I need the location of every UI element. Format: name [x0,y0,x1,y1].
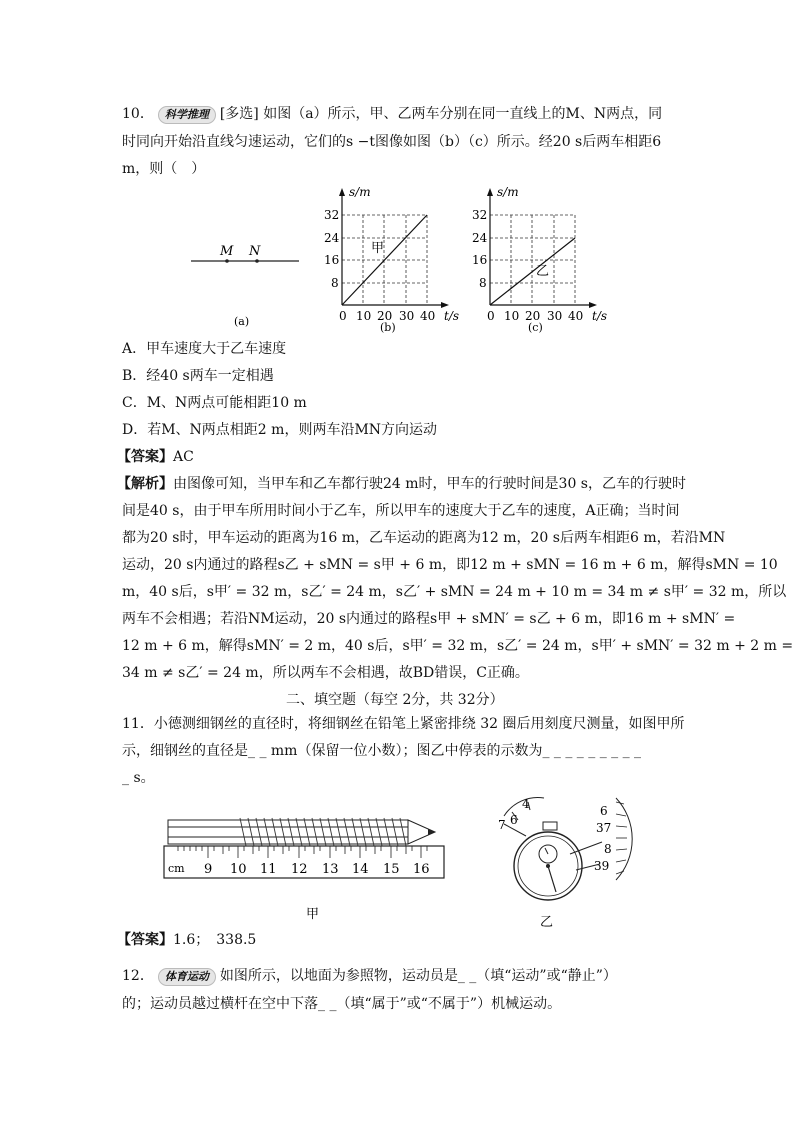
explanation-tag: 【解析】 [117,476,173,492]
figure-b-ylabel: s/m [349,185,371,199]
figure-c-xtick-20: 20 [525,309,541,323]
answer-tag: 【答案】 [117,449,173,465]
ruler-tick-11: 11 [260,862,277,877]
option-a: A．甲车速度大于乙车速度 [122,341,287,357]
explanation-line-1 [117,474,686,494]
figure-c-graph [470,183,620,333]
q12-line-2: 的；运动员越过横杆在空中下落_ _（填“属于”或“不属于”）机械运动。 [122,996,562,1012]
explanation-line-8: 34 m ≠ s乙′ = 24 m，所以两车不会相遇，故BD错误，C正确。 [122,665,529,681]
q10-answer [117,447,194,467]
ruler-pencil-figure [160,812,460,922]
option-d: D．若M、N两点相距2 m，则两车沿MN方向运动 [122,422,438,438]
figure-c-xlabel: t/s [592,309,608,323]
figure-c-xtick-0: 0 [487,309,495,323]
figure-b-ytick-16: 16 [324,253,340,267]
q12-text-1: 如图所示，以地面为参照物，运动员是_ _（填“运动”或“静止”） [219,968,617,984]
ruler-tick-16: 16 [413,862,430,877]
figure-b-graph [322,183,472,333]
small-dial-label-7: 7 [498,818,506,832]
figure-c-caption: (c) [528,321,543,333]
q12-number: 12． [122,968,154,984]
ruler-tick-10: 10 [230,862,247,877]
q10-line-1 [122,104,662,124]
figure-c-ytick-24: 24 [472,231,488,245]
figure-b-xtick-40: 40 [420,309,436,323]
stopwatch-figure [490,794,650,929]
figure-c-xtick-10: 10 [504,309,520,323]
big-dial-label-6: 6 [600,804,608,818]
figure-c-ytick-8: 8 [479,276,487,290]
q10-line-3: m，则（ ） [122,161,206,177]
section-heading: 二、填空题（每空 2分，共 32分） [286,692,504,708]
figure-a-caption: (a) [234,315,250,328]
figure-c-ylabel: s/m [497,185,519,199]
big-dial-label-8: 8 [604,842,612,856]
option-c: C．M、N两点可能相距10 m [122,395,307,411]
q11-line-1: 11．小德测细钢丝的直径时，将细钢丝在铅笔上紧密排绕 32 圈后用刻度尺测量，如图甲所 [122,716,685,732]
figure-b-ytick-32: 32 [324,208,340,222]
point-m-label: M [220,244,234,259]
figure-b-xtick-0: 0 [339,309,347,323]
explanation-line-6: 两车不会相遇；若沿NM运动，20 s内通过的路程s甲 + sMN′ = s乙 + 6 m，即16 m + sMN′ = [122,611,736,627]
figure-b-line-label: 甲 [371,241,385,256]
q11-line-2: 示，细钢丝的直径是_ _ mm（保留一位小数）；图乙中停表的示数为_ _ _ _ _ _ _ _ _ [122,743,642,759]
ruler-tick-14: 14 [352,862,369,877]
q10-number: 10． [122,106,154,122]
figure-c-xtick-30: 30 [547,309,563,323]
figure-c-xtick-40: 40 [568,309,584,323]
figure-a [186,236,306,331]
explanation-line-7: 12 m + 6 m，解得sMN′ = 2 m，40 s后，s甲′ = 32 m，s乙′ = 24 m，s甲′ + sMN′ = 32 m + 2 m = [122,638,794,654]
ruler-tick-12: 12 [291,862,308,877]
q10-text-1: [多选] 如图（a）所示，甲、乙两车分别在同一直线上的M、N两点，同 [219,106,663,122]
q11-line-3: _ s。 [122,770,155,786]
figure-b-ytick-24: 24 [324,231,340,245]
answer-value: AC [173,449,194,465]
ruler-tick-15: 15 [383,862,400,877]
figure-c-ytick-16: 16 [472,253,488,267]
q10-tag-badge: 科学推理 [158,106,216,124]
option-b: B．经40 s两车一定相遇 [122,368,274,384]
explanation-line-3: 都为20 s时，甲车运动的距离为16 m，乙车运动的距离为12 m，20 s后两车相距6 m，若沿MN [122,530,726,546]
stopwatch-figure-caption: 乙 [540,915,554,929]
explanation-text-1: 由图像可知，当甲车和乙车都行驶24 m时，甲车的行驶时间是30 s，乙车的行驶时 [173,476,686,492]
q11-answer [117,930,256,950]
ruler-tick-13: 13 [322,862,339,877]
point-n-label: N [249,244,261,259]
figure-b-xlabel: t/s [444,309,460,323]
figure-c-line-label: 乙 [536,264,550,279]
q12-line-1 [122,966,617,986]
explanation-line-2: 间是40 s，由于甲车所用时间小于乙车，所以甲车的速度大于乙车的速度，A正确；当时间 [122,503,680,519]
figure-b-xtick-20: 20 [377,309,393,323]
q12-tag-badge: 体育运动 [158,968,216,986]
q10-line-2: 时同向开始沿直线匀速运动，它们的s −t图像如图（b）（c）所示。经20 s后两车相距6 [122,134,662,150]
figure-b-caption: (b) [380,321,396,333]
figure-b-ytick-8: 8 [331,276,339,290]
q11-answer-value: 1.6； 338.5 [173,932,257,948]
ruler-figure-caption: 甲 [306,907,320,922]
q11-answer-tag: 【答案】 [117,932,173,948]
ruler-tick-9: 9 [204,862,213,877]
big-dial-label-37: 37 [596,821,612,835]
small-dial-label-6: 6 [510,813,518,827]
figure-c-ytick-32: 32 [472,208,488,222]
explanation-line-5: m，40 s后，s甲′ = 32 m，s乙′ = 24 m，s乙′ + sMN = 24 m + 10 m = 34 m ≠ s甲′ = 32 m，所以 [122,584,787,600]
figure-b-xtick-30: 30 [399,309,415,323]
ruler-unit-label: cm [168,862,185,875]
big-dial-label-39: 39 [594,859,610,873]
small-dial-label-4: 4 [522,797,530,811]
figure-b-xtick-10: 10 [356,309,372,323]
explanation-line-4: 运动，20 s内通过的路程s乙 + sMN = s甲 + 6 m，即12 m + sMN = 16 m + 6 m，解得sMN = 10 [122,557,778,573]
